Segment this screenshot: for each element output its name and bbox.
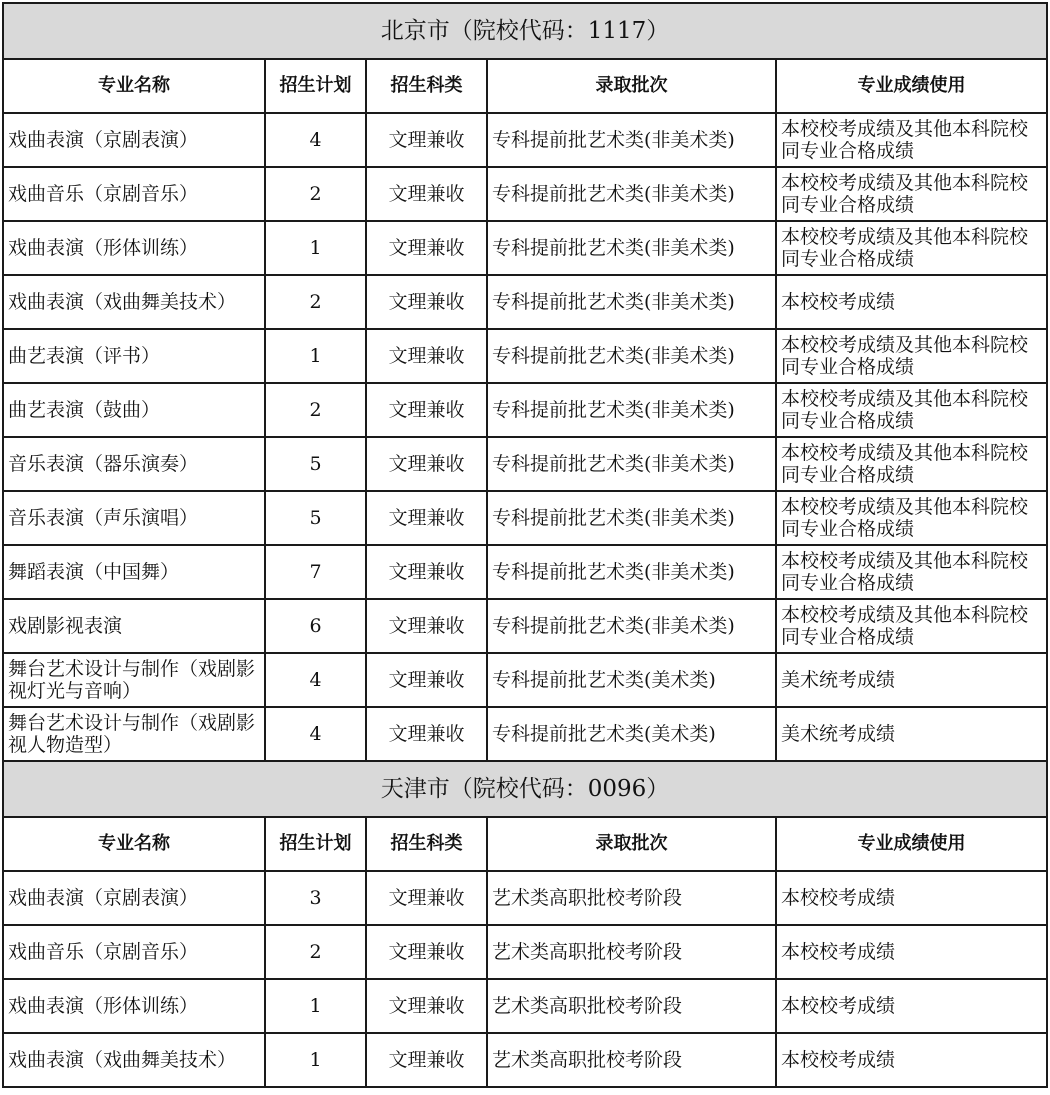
table-row [3,437,1047,491]
plan-count-cell: 4 [265,653,366,707]
table-row [3,979,1047,1033]
table-row [3,1033,1047,1087]
batch-cell: 专科提前批艺术类(非美术类) [487,167,776,221]
plan-count-cell: 1 [265,979,366,1033]
header-score-use: 专业成绩使用 [776,817,1047,871]
region-title-row [3,3,1047,59]
batch-cell: 专科提前批艺术类(美术类) [487,653,776,707]
score-use-cell: 本校校考成绩 [776,275,1047,329]
tianjin-table [2,760,1048,1088]
table-row [3,871,1047,925]
plan-count-cell: 1 [265,329,366,383]
table-row [3,599,1047,653]
subject-type-cell: 文理兼收 [366,545,487,599]
subject-type-cell: 文理兼收 [366,113,487,167]
score-use-cell: 本校校考成绩及其他本科院校同专业合格成绩 [776,329,1047,383]
subject-type-cell: 文理兼收 [366,167,487,221]
subject-type-cell: 文理兼收 [366,383,487,437]
major-name-cell: 音乐表演（器乐演奏） [3,437,265,491]
batch-cell: 专科提前批艺术类(非美术类) [487,329,776,383]
table-row [3,653,1047,707]
plan-count-cell: 4 [265,113,366,167]
major-name-cell: 戏曲表演（戏曲舞美技术） [3,1033,265,1087]
beijing-table [2,2,1048,762]
major-name-cell: 戏曲表演（戏曲舞美技术） [3,275,265,329]
header-plan: 招生计划 [265,817,366,871]
batch-cell: 专科提前批艺术类(非美术类) [487,383,776,437]
table-row [3,545,1047,599]
major-name-cell: 音乐表演（声乐演唱） [3,491,265,545]
major-name-cell: 戏曲音乐（京剧音乐） [3,925,265,979]
major-name-cell: 曲艺表演（评书） [3,329,265,383]
batch-cell: 专科提前批艺术类(非美术类) [487,545,776,599]
batch-cell: 专科提前批艺术类(非美术类) [487,491,776,545]
major-name-cell: 舞台艺术设计与制作（戏剧影视人物造型） [3,707,265,761]
subject-type-cell: 文理兼收 [366,653,487,707]
subject-type-cell: 文理兼收 [366,329,487,383]
subject-type-cell: 文理兼收 [366,275,487,329]
score-use-cell: 本校校考成绩及其他本科院校同专业合格成绩 [776,383,1047,437]
score-use-cell: 本校校考成绩及其他本科院校同专业合格成绩 [776,545,1047,599]
score-use-cell: 本校校考成绩 [776,979,1047,1033]
header-subject-type: 招生科类 [366,59,487,113]
score-use-cell: 本校校考成绩及其他本科院校同专业合格成绩 [776,437,1047,491]
region-title: 北京市（院校代码：1117） [3,3,1047,59]
score-use-cell: 本校校考成绩及其他本科院校同专业合格成绩 [776,491,1047,545]
plan-count-cell: 2 [265,925,366,979]
major-name-cell: 戏曲表演（京剧表演） [3,871,265,925]
batch-cell: 专科提前批艺术类(非美术类) [487,599,776,653]
plan-count-cell: 3 [265,871,366,925]
table-row [3,491,1047,545]
table-row [3,113,1047,167]
plan-count-cell: 1 [265,221,366,275]
batch-cell: 专科提前批艺术类(非美术类) [487,275,776,329]
score-use-cell: 美术统考成绩 [776,707,1047,761]
batch-cell: 专科提前批艺术类(非美术类) [487,113,776,167]
plan-count-cell: 2 [265,383,366,437]
header-batch: 录取批次 [487,59,776,113]
batch-cell: 艺术类高职批校考阶段 [487,979,776,1033]
major-name-cell: 戏曲音乐（京剧音乐） [3,167,265,221]
subject-type-cell: 文理兼收 [366,979,487,1033]
plan-count-cell: 5 [265,437,366,491]
batch-cell: 专科提前批艺术类(非美术类) [487,437,776,491]
major-name-cell: 戏剧影视表演 [3,599,265,653]
region-title: 天津市（院校代码：0096） [3,761,1047,817]
column-header-row [3,59,1047,113]
subject-type-cell: 文理兼收 [366,1033,487,1087]
major-name-cell: 舞蹈表演（中国舞） [3,545,265,599]
score-use-cell: 本校校考成绩及其他本科院校同专业合格成绩 [776,221,1047,275]
subject-type-cell: 文理兼收 [366,925,487,979]
column-header-row [3,817,1047,871]
table-row [3,221,1047,275]
table-row [3,383,1047,437]
subject-type-cell: 文理兼收 [366,707,487,761]
major-name-cell: 戏曲表演（京剧表演） [3,113,265,167]
major-name-cell: 戏曲表演（形体训练） [3,221,265,275]
table-row [3,167,1047,221]
subject-type-cell: 文理兼收 [366,221,487,275]
header-subject-type: 招生科类 [366,817,487,871]
plan-count-cell: 6 [265,599,366,653]
header-score-use: 专业成绩使用 [776,59,1047,113]
plan-count-cell: 5 [265,491,366,545]
region-title-row [3,761,1047,817]
plan-count-cell: 2 [265,275,366,329]
table-row [3,275,1047,329]
admission-plan-sheet [2,2,1046,1088]
header-batch: 录取批次 [487,817,776,871]
subject-type-cell: 文理兼收 [366,491,487,545]
subject-type-cell: 文理兼收 [366,437,487,491]
score-use-cell: 本校校考成绩 [776,871,1047,925]
plan-count-cell: 1 [265,1033,366,1087]
score-use-cell: 本校校考成绩及其他本科院校同专业合格成绩 [776,167,1047,221]
batch-cell: 艺术类高职批校考阶段 [487,925,776,979]
score-use-cell: 美术统考成绩 [776,653,1047,707]
score-use-cell: 本校校考成绩 [776,925,1047,979]
batch-cell: 艺术类高职批校考阶段 [487,871,776,925]
subject-type-cell: 文理兼收 [366,599,487,653]
score-use-cell: 本校校考成绩及其他本科院校同专业合格成绩 [776,599,1047,653]
header-plan: 招生计划 [265,59,366,113]
table-row [3,707,1047,761]
table-row [3,329,1047,383]
header-major-name: 专业名称 [3,817,265,871]
table-row [3,925,1047,979]
major-name-cell: 曲艺表演（鼓曲） [3,383,265,437]
batch-cell: 艺术类高职批校考阶段 [487,1033,776,1087]
header-major-name: 专业名称 [3,59,265,113]
major-name-cell: 舞台艺术设计与制作（戏剧影视灯光与音响） [3,653,265,707]
batch-cell: 专科提前批艺术类(美术类) [487,707,776,761]
batch-cell: 专科提前批艺术类(非美术类) [487,221,776,275]
plan-count-cell: 7 [265,545,366,599]
subject-type-cell: 文理兼收 [366,871,487,925]
score-use-cell: 本校校考成绩 [776,1033,1047,1087]
plan-count-cell: 2 [265,167,366,221]
plan-count-cell: 4 [265,707,366,761]
major-name-cell: 戏曲表演（形体训练） [3,979,265,1033]
score-use-cell: 本校校考成绩及其他本科院校同专业合格成绩 [776,113,1047,167]
